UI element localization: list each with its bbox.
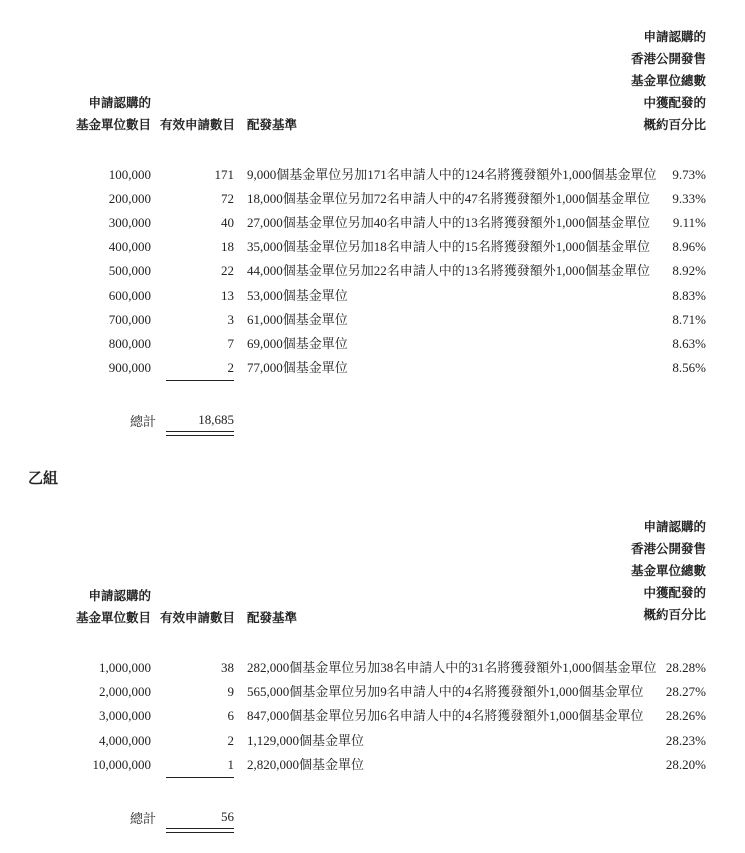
total-value: 18,685	[198, 412, 234, 427]
header-pct-line-1: 申請認購的	[643, 519, 706, 534]
units-cell: 400,000	[108, 239, 151, 254]
basis-cell: 53,000個基金單位	[247, 288, 348, 303]
apps-cell: 2	[227, 733, 234, 748]
basis-cell: 282,000個基金單位另加38名申請人中的31名將獲發額外1,000個基金單位	[247, 660, 657, 675]
apps-cell: 1	[227, 757, 234, 772]
total-rule-double-2	[166, 435, 234, 436]
header-pct-line-2: 香港公開發售	[630, 541, 706, 556]
units-cell: 2,000,000	[99, 684, 151, 699]
apps-cell: 9	[227, 684, 234, 699]
pct-cell: 28.20%	[665, 757, 706, 772]
header-pct-line-1: 申請認購的	[643, 29, 706, 44]
header-pct-line-4: 中獲配發的	[643, 95, 706, 110]
units-cell: 600,000	[108, 288, 151, 303]
units-cell: 500,000	[108, 263, 151, 278]
total-label: 總計	[130, 415, 157, 430]
units-cell: 10,000,000	[92, 757, 151, 772]
basis-cell: 1,129,000個基金單位	[247, 733, 365, 748]
pct-cell: 28.23%	[665, 733, 706, 748]
pct-cell: 8.92%	[672, 263, 706, 278]
basis-cell: 61,000個基金單位	[247, 312, 348, 327]
apps-cell: 7	[227, 336, 234, 351]
pct-cell: 8.63%	[672, 336, 706, 351]
section-title: 乙組	[28, 469, 59, 487]
basis-cell: 77,000個基金單位	[247, 360, 348, 375]
units-cell: 800,000	[108, 336, 151, 351]
apps-cell: 6	[227, 708, 234, 723]
apps-cell: 40	[221, 215, 234, 230]
header-units	[60, 585, 151, 629]
apps-cell: 13	[221, 288, 234, 303]
header-pct-line-5: 概約百分比	[643, 607, 706, 622]
header-apps: 有效申請數目	[160, 610, 236, 625]
pct-cell: 8.83%	[672, 288, 706, 303]
units-cell: 300,000	[108, 215, 151, 230]
basis-cell: 2,820,000個基金單位	[247, 757, 365, 772]
header-units-line-1: 申請認購的	[88, 95, 151, 110]
total-rule-double-1	[166, 828, 234, 829]
pct-cell: 28.27%	[665, 684, 706, 699]
apps-cell: 22	[221, 263, 234, 278]
header-apps: 有效申請數目	[160, 117, 236, 132]
header-units-line-2: 基金單位數目	[75, 117, 151, 132]
pct-cell: 8.56%	[672, 360, 706, 375]
basis-cell: 18,000個基金單位另加72名申請人中的47名將獲發額外1,000個基金單位	[247, 191, 651, 206]
units-cell: 200,000	[108, 191, 151, 206]
total-rule-double-2	[166, 832, 234, 833]
total-rule-top	[166, 777, 234, 778]
header-units-line-1: 申請認購的	[88, 588, 151, 603]
basis-cell: 565,000個基金單位另加9名申請人中的4名將獲發額外1,000個基金單位	[247, 684, 644, 699]
units-cell: 900,000	[108, 360, 151, 375]
header-units	[60, 92, 151, 136]
units-cell: 4,000,000	[99, 733, 151, 748]
pct-cell: 8.96%	[672, 239, 706, 254]
pct-cell: 28.28%	[665, 660, 706, 675]
units-cell: 100,000	[108, 167, 151, 182]
header-pct-line-3: 基金單位總數	[630, 73, 706, 88]
basis-cell: 35,000個基金單位另加18名申請人中的15名將獲發額外1,000個基金單位	[247, 239, 651, 254]
pct-cell: 9.11%	[672, 215, 706, 230]
basis-cell: 44,000個基金單位另加22名申請人中的13名將獲發額外1,000個基金單位	[247, 263, 651, 278]
total-label: 總計	[130, 812, 157, 827]
basis-cell: 9,000個基金單位另加171名申請人中的124名將獲發額外1,000個基金單位	[247, 167, 657, 182]
pct-cell: 9.33%	[672, 191, 706, 206]
total-rule-top	[166, 380, 234, 381]
header-pct-line-3: 基金單位總數	[630, 563, 706, 578]
pct-cell: 8.71%	[672, 312, 706, 327]
total-rule-double-1	[166, 431, 234, 432]
apps-cell: 18	[221, 239, 234, 254]
apps-cell: 3	[227, 312, 234, 327]
apps-cell: 38	[221, 660, 234, 675]
header-pct-line-4: 中獲配發的	[643, 585, 706, 600]
total-value: 56	[221, 809, 234, 824]
apps-cell: 72	[221, 191, 234, 206]
header-basis: 配發基準	[247, 117, 298, 132]
units-cell: 700,000	[108, 312, 151, 327]
pct-cell: 9.73%	[672, 167, 706, 182]
header-pct-line-2: 香港公開發售	[630, 51, 706, 66]
apps-cell: 2	[227, 360, 234, 375]
header-basis: 配發基準	[247, 610, 298, 625]
basis-cell: 69,000個基金單位	[247, 336, 348, 351]
header-units-line-2: 基金單位數目	[75, 610, 151, 625]
basis-cell: 27,000個基金單位另加40名申請人中的13名將獲發額外1,000個基金單位	[247, 215, 651, 230]
apps-cell: 171	[214, 167, 234, 182]
header-pct	[606, 516, 706, 626]
pct-cell: 28.26%	[665, 708, 706, 723]
header-pct	[606, 26, 706, 136]
header-pct-line-5: 概約百分比	[643, 117, 706, 132]
basis-cell: 847,000個基金單位另加6名申請人中的4名將獲發額外1,000個基金單位	[247, 708, 644, 723]
units-cell: 3,000,000	[99, 708, 151, 723]
units-cell: 1,000,000	[99, 660, 151, 675]
